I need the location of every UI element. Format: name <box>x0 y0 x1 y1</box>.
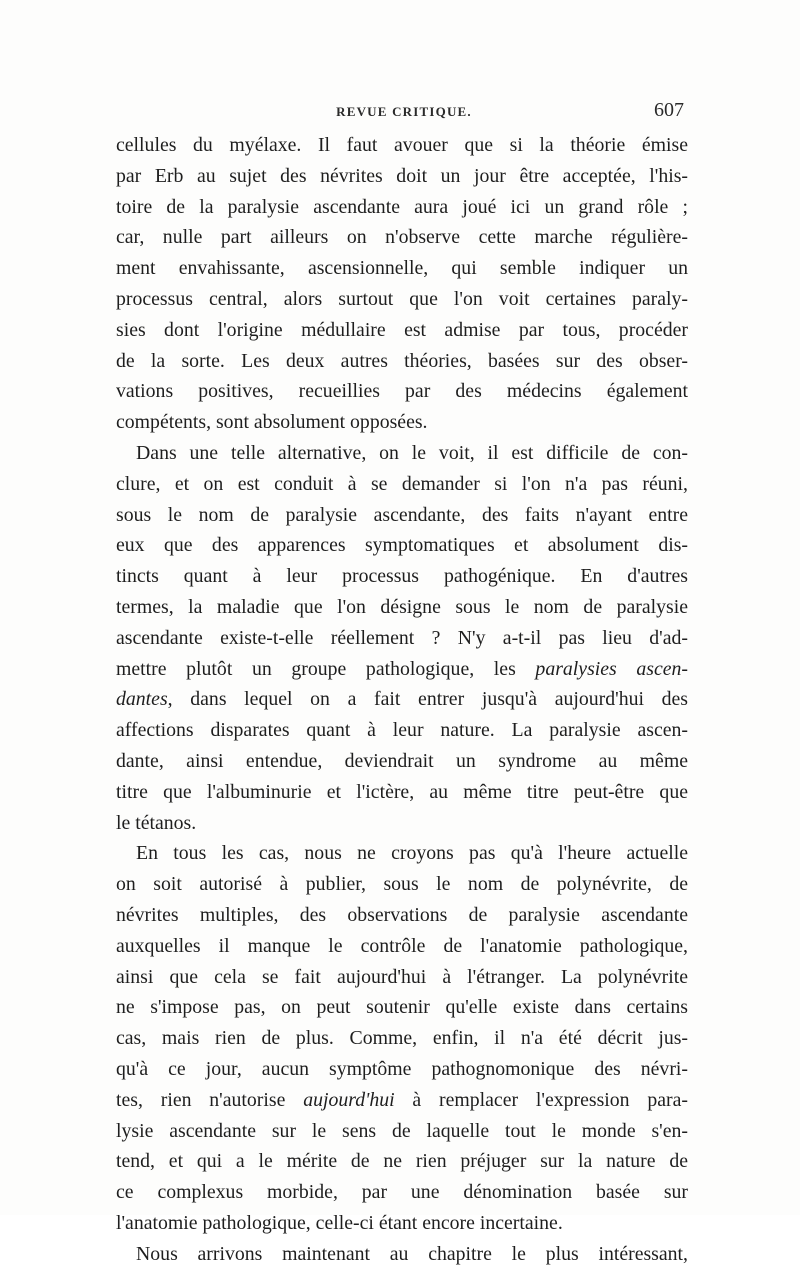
text-segment: dante, ainsi entendue, deviendrait un syndrome au même <box>116 749 688 772</box>
text-segment: de la sorte. Les deux autres théories, basées sur des obser- <box>116 349 688 372</box>
italic-text: aujourd'hui <box>303 1088 395 1111</box>
text-line <box>116 130 688 161</box>
text-segment: ne s'impose pas, on peut soutenir qu'elle existe dans certains <box>116 996 688 1019</box>
text-line <box>116 1023 688 1054</box>
text-segment: termes, la maladie que l'on désigne sous le nom de paralysie <box>116 595 688 618</box>
text-segment: auxquelles il manque le contrôle de l'anatomie pathologique, <box>116 934 688 957</box>
text-line <box>116 192 688 223</box>
text-segment: qu'à ce jour, aucun symptôme pathognomonique des névri- <box>116 1057 688 1080</box>
text-segment: l'anatomie pathologique, celle-ci étant encore incertaine. <box>116 1211 563 1234</box>
running-title: REVUE CRITIQUE. <box>336 104 472 119</box>
text-segment: titre que l'albuminurie et l'ictère, au même titre peut-être que <box>116 780 688 803</box>
text-line <box>116 746 688 777</box>
text-segment: clure, et on est conduit à se demander si l'on n'a pas réuni, <box>116 472 688 495</box>
text-segment: eux que des apparences symptomatiques et absolument dis- <box>116 534 688 557</box>
text-line <box>116 500 688 531</box>
text-line <box>116 869 688 900</box>
text-segment: tincts quant à leur processus pathogénique. En d'autres <box>116 565 688 588</box>
text-segment: ment envahissante, ascensionnelle, qui semble indiquer un <box>116 257 688 280</box>
text-segment: affections disparates quant à leur nature. La paralysie ascen- <box>116 719 688 742</box>
text-segment: ascendante existe-t-elle réellement ? N'y a-t-il pas lieu d'ad- <box>116 626 688 649</box>
text-line <box>116 1085 688 1116</box>
text-segment: mettre plutôt un groupe pathologique, les <box>116 657 536 680</box>
text-line <box>116 777 688 808</box>
text-segment: on soit autorisé à publier, sous le nom de polynévrite, de <box>116 873 688 896</box>
text-segment: ainsi que cela se fait aujourd'hui à l'étranger. La polynévrite <box>116 965 688 988</box>
text-segment: à remplacer l'expression para- <box>394 1088 688 1111</box>
text-line <box>116 931 688 962</box>
text-segment: En tous les cas, nous ne croyons pas qu'à l'heure actuelle <box>136 842 688 865</box>
text-segment: ce complexus morbide, par une dénomination basée sur <box>116 1181 688 1204</box>
text-line <box>116 1054 688 1085</box>
text-segment: Nous arrivons maintenant au chapitre le plus intéressant, <box>136 1242 688 1265</box>
text-line <box>116 530 688 561</box>
text-line <box>116 1116 688 1147</box>
text-segment: le tétanos. <box>116 811 197 834</box>
text-line <box>116 376 688 407</box>
page-number: 607 <box>654 99 684 121</box>
text-segment: tes, rien n'autorise <box>116 1088 304 1111</box>
text-line <box>116 592 688 623</box>
text-line <box>116 900 688 931</box>
text-segment: Dans une telle alternative, on le voit, il est difficile de con- <box>136 441 688 464</box>
text-line <box>116 438 688 469</box>
text-segment: toire de la paralysie ascendante aura joué ici un grand rôle ; <box>116 195 688 218</box>
text-line <box>116 684 688 715</box>
text-line <box>116 1146 688 1177</box>
text-segment: cas, mais rien de plus. Comme, enfin, il n'a été décrit jus- <box>116 1027 688 1050</box>
body-text <box>116 130 688 1269</box>
text-line <box>116 992 688 1023</box>
text-line <box>116 315 688 346</box>
text-segment: vations positives, recueillies par des médecins également <box>116 380 688 403</box>
text-line <box>116 654 688 685</box>
text-line <box>116 1208 688 1239</box>
text-segment: par Erb au sujet des névrites doit un jour être acceptée, l'his- <box>116 164 688 187</box>
text-line <box>116 346 688 377</box>
text-line <box>116 253 688 284</box>
text-segment: névrites multiples, des observations de paralysie ascendante <box>116 903 688 926</box>
italic-text: dantes <box>116 688 168 711</box>
running-head <box>116 99 692 128</box>
text-segment: processus central, alors surtout que l'on voit certaines paraly- <box>116 287 688 310</box>
text-segment: sies dont l'origine médullaire est admise par tous, procéder <box>116 318 688 341</box>
text-line <box>116 469 688 500</box>
text-segment: cellules du myélaxe. Il faut avouer que si la théorie émise <box>116 134 688 156</box>
text-line <box>116 284 688 315</box>
text-segment: compétents, sont absolument opposées. <box>116 411 428 434</box>
text-line <box>116 962 688 993</box>
text-line <box>116 808 688 839</box>
text-segment: sous le nom de paralysie ascendante, des faits n'ayant entre <box>116 503 688 526</box>
text-line <box>116 715 688 746</box>
text-line <box>116 838 688 869</box>
text-line <box>116 623 688 654</box>
text-segment: car, nulle part ailleurs on n'observe cette marche régulière- <box>116 226 688 249</box>
text-segment: , dans lequel on a fait entrer jusqu'à aujourd'hui des <box>167 688 688 711</box>
text-line <box>116 407 688 438</box>
text-segment: lysie ascendante sur le sens de laquelle tout le monde s'en- <box>116 1119 688 1142</box>
italic-text: paralysies ascen- <box>535 657 689 680</box>
text-line <box>116 222 688 253</box>
text-line <box>116 1177 688 1208</box>
text-line <box>116 1239 688 1269</box>
text-line <box>116 161 688 192</box>
text-segment: tend, et qui a le mérite de ne rien préjuger sur la nature de <box>116 1150 688 1173</box>
text-line <box>116 561 688 592</box>
